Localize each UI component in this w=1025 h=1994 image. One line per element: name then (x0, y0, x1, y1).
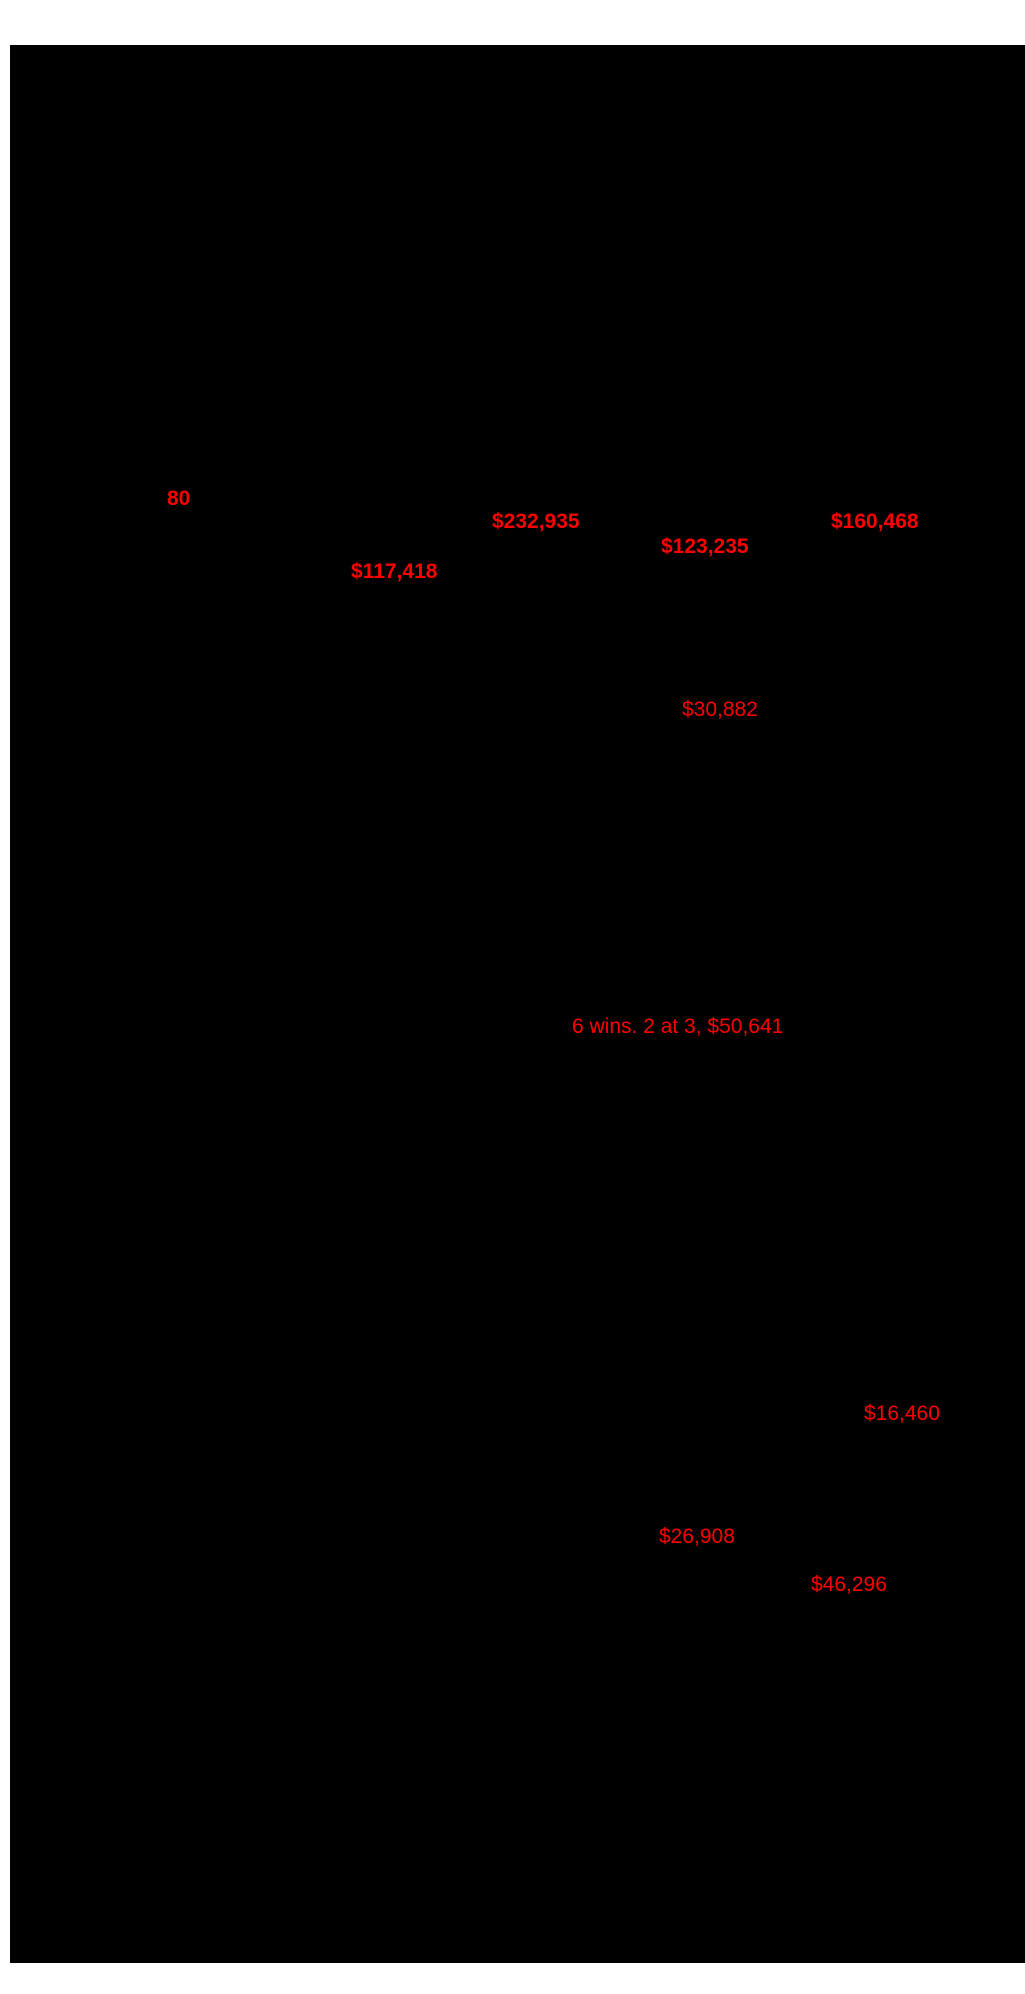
annotation-amount-26908: $26,908 (659, 1525, 735, 1548)
annotation-amount-46296: $46,296 (811, 1573, 887, 1596)
annotation-wins-note: 6 wins. 2 at 3, $50,641 (572, 1015, 784, 1038)
annotation-amount-123235: $123,235 (661, 535, 749, 558)
annotation-amount-30882: $30,882 (682, 698, 758, 721)
annotation-count: 80 (167, 487, 191, 510)
annotation-amount-160468: $160,468 (831, 510, 919, 533)
annotation-amount-232935: $232,935 (492, 510, 580, 533)
annotation-amount-117418: $117,418 (351, 560, 438, 583)
annotation-amount-16460: $16,460 (864, 1402, 940, 1425)
black-canvas (10, 45, 1025, 1963)
